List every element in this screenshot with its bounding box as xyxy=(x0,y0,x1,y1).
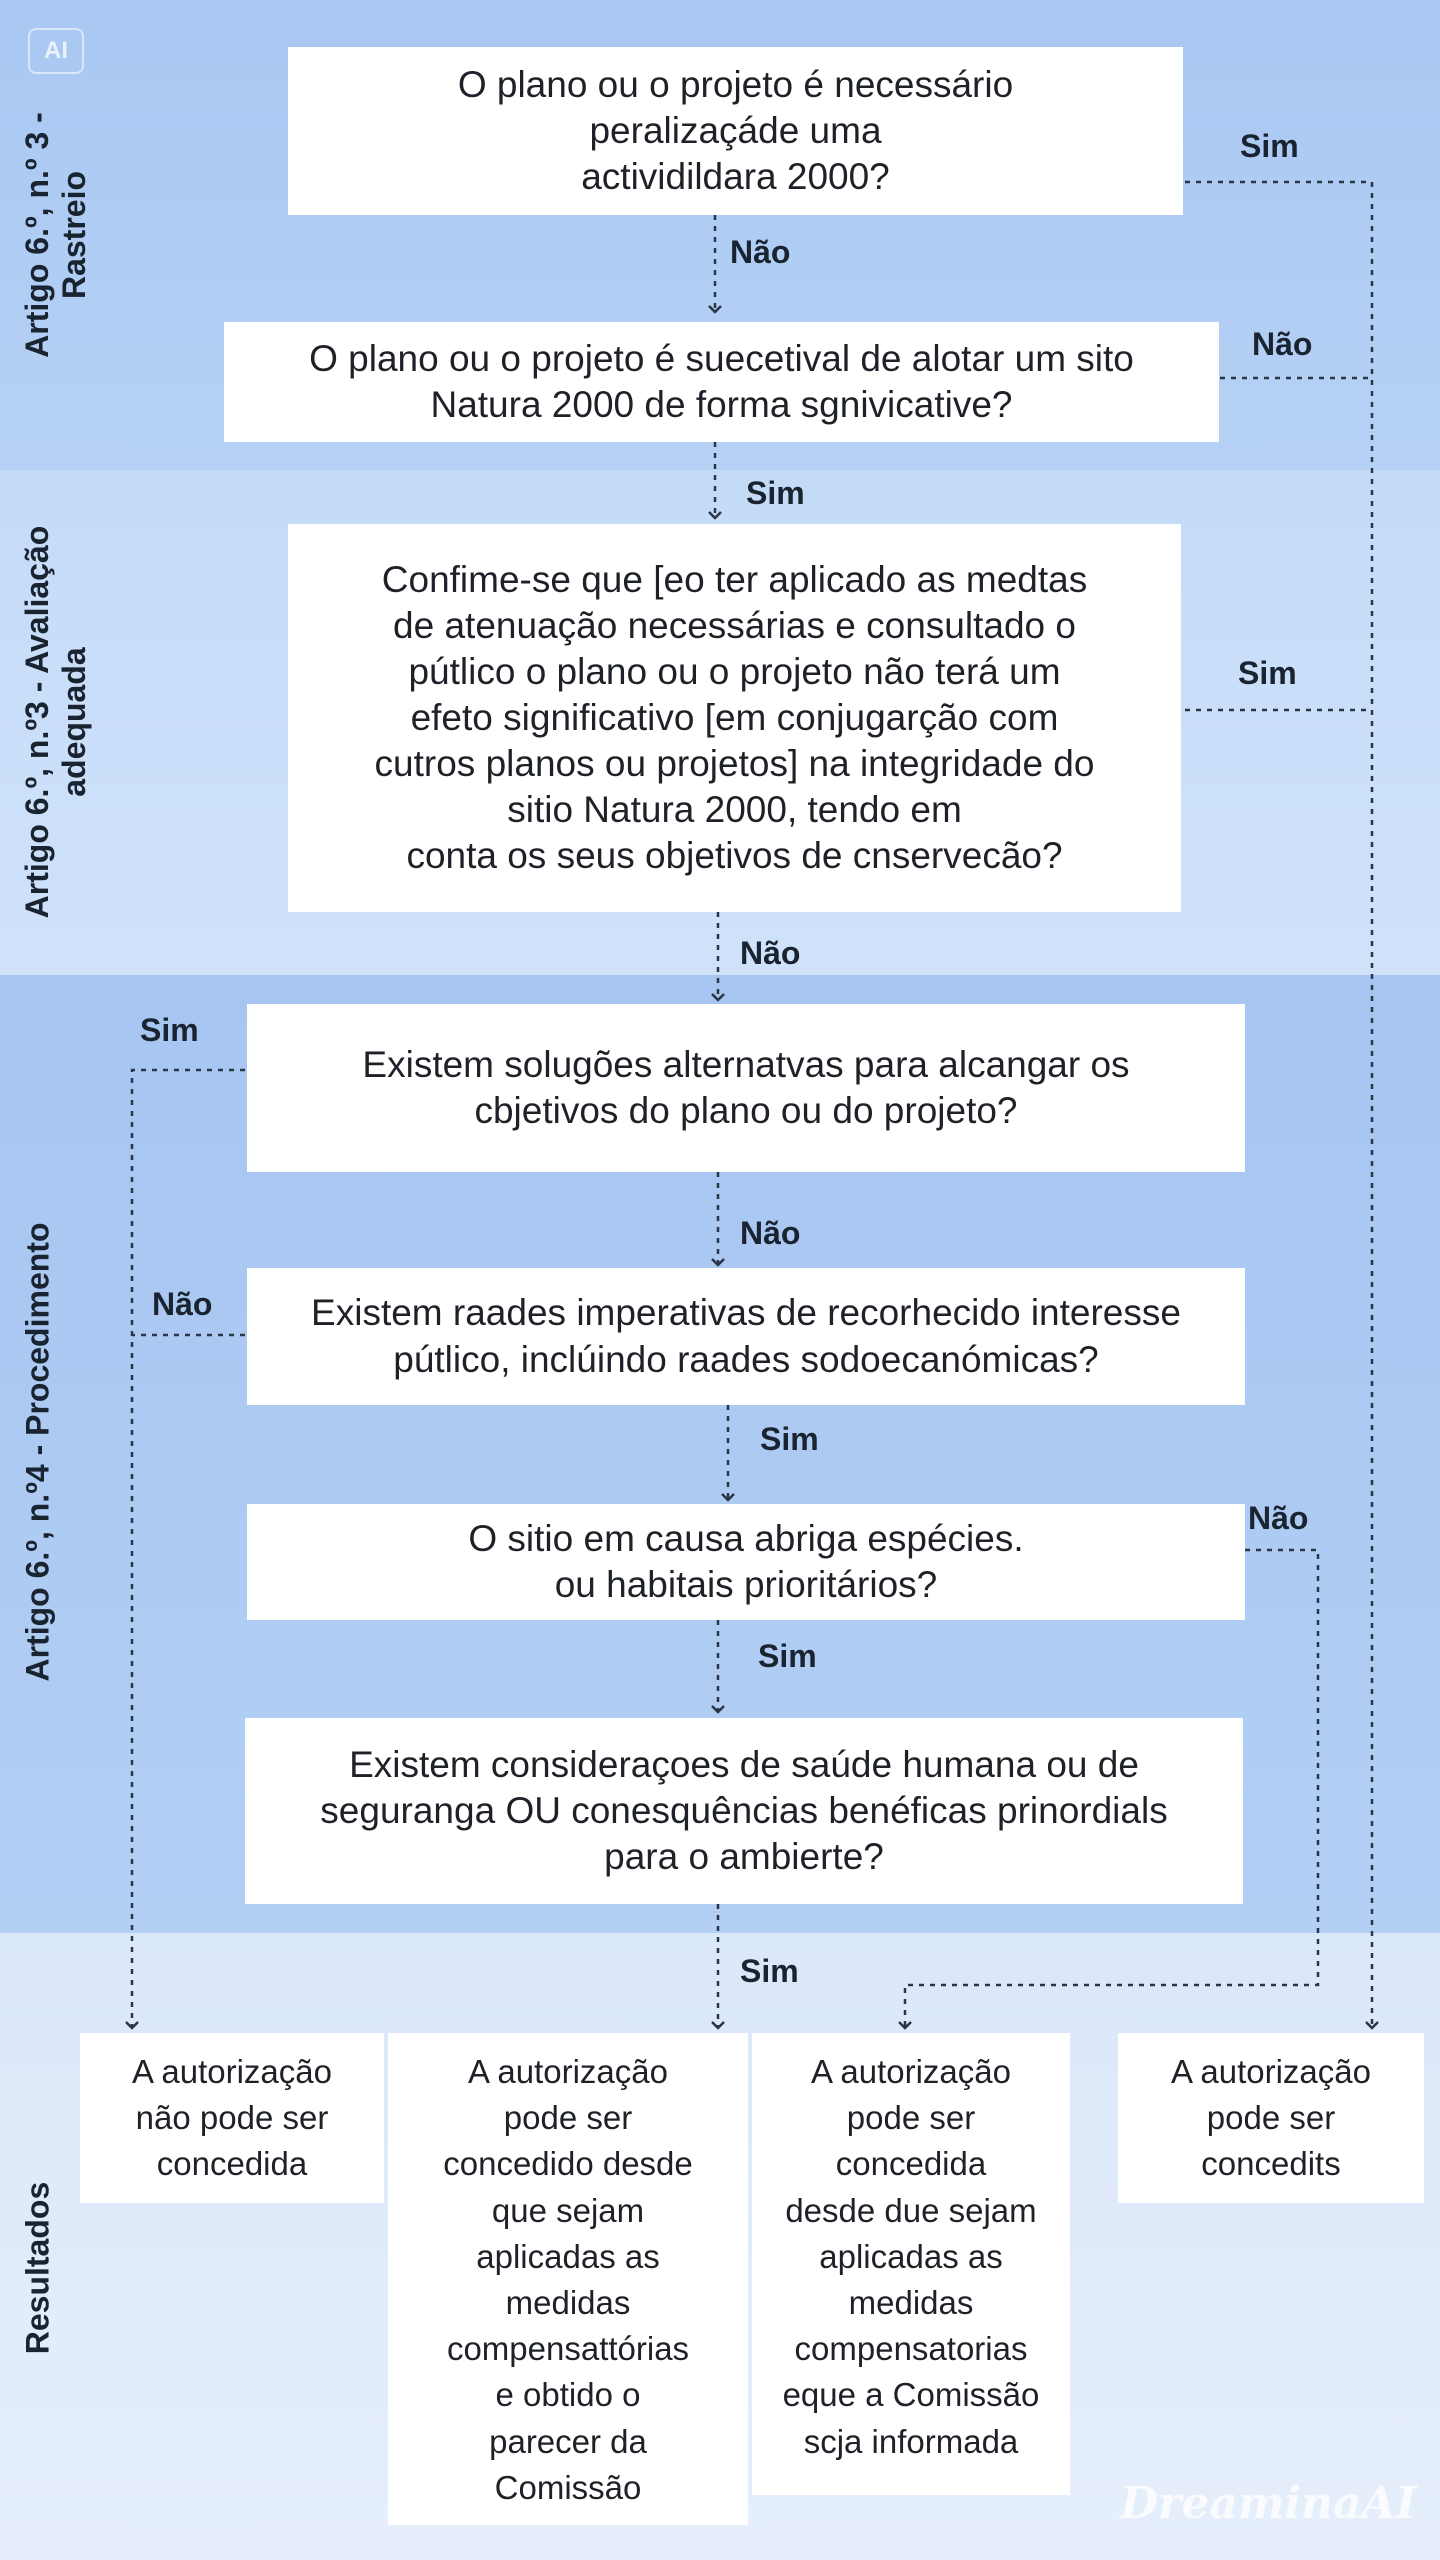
question-box-3 xyxy=(288,524,1181,912)
edge-label-q5-sim: Sim xyxy=(760,1421,819,1457)
edge-label-q6-nao: Não xyxy=(1248,1500,1309,1536)
result-text-3: A autorização pode ser concedida desde due sejam aplicadas as medidas compensatorias eque a Comissão scja informada xyxy=(782,2053,1040,2460)
edge-label-q2-nao: Não xyxy=(1252,326,1313,362)
question-box-5 xyxy=(247,1268,1245,1405)
edge-label-q2-sim: Sim xyxy=(746,475,805,511)
question-text-6: O sitio em causa abriga espécies. ou habitais prioritários? xyxy=(468,1517,1024,1605)
result-box-3 xyxy=(752,2033,1070,2495)
result-box-2 xyxy=(388,2033,748,2525)
result-box-1 xyxy=(80,2033,384,2203)
ai-badge: AI xyxy=(28,28,84,74)
question-box-4 xyxy=(247,1004,1245,1172)
question-text-2: O plano ou o projeto é suecetival de alotar um sito Natura 2000 de forma sgnivicative? xyxy=(309,337,1134,425)
question-text-3: Confime-se que [eo ter aplicado as medtas de atenuação necessárias e consultado o pútlico o plano ou o projeto não terá um efeto significativo [em conjugarção com cutros planos ou projetos] na integridade do sitio Natura 2000, tendo em conta os seus objetivos de cnservecão? xyxy=(374,559,1095,876)
edge-label-q4-nao: Não xyxy=(740,1215,801,1251)
edge-label-q6-sim: Sim xyxy=(758,1638,817,1674)
edge-label-q1-sim: Sim xyxy=(1240,128,1299,164)
edge-label-q5-nao: Não xyxy=(152,1286,213,1322)
result-text-2: A autorização pode ser concedido desde que sejam aplicadas as medidas compensattórias e obtido o parecer da Comissão xyxy=(443,2053,693,2506)
section-label-resultados: Resultados xyxy=(19,2181,56,2355)
question-box-7 xyxy=(245,1718,1243,1904)
question-text-1: O plano ou o projeto é necessário peralizaçáde uma actividildara 2000? xyxy=(457,63,1014,198)
edge-label-q7-sim: Sim xyxy=(740,1953,799,1989)
edge-label-q1-nao: Não xyxy=(730,234,791,270)
question-box-2 xyxy=(224,322,1219,442)
edge-label-q4-sim: Sim xyxy=(140,1012,199,1048)
question-box-6 xyxy=(247,1504,1245,1620)
question-text-4: Existem solugões alternatvas para alcangar os cbjetivos do plano ou do projeto? xyxy=(362,1043,1130,1131)
watermark: DreaminaAI xyxy=(1120,2478,1417,2529)
result-text-4: A autorização pode ser concedits xyxy=(1171,2053,1371,2183)
section-label-rastreio-line2: Rastreio xyxy=(56,170,92,300)
question-text-7: Existem consideraçoes de saúde humana ou de seguranga OU conesquências benéficas prinordials para o ambierte? xyxy=(320,1743,1168,1878)
edge-label-q3-nao: Não xyxy=(740,935,801,971)
section-label-rastreio-line1: Artigo 6.º, n.º 3 - xyxy=(19,112,56,358)
question-box-1 xyxy=(288,47,1183,215)
result-box-4 xyxy=(1118,2033,1424,2203)
arrow-q4-r1 xyxy=(132,1070,245,2028)
edge-label-q3-sim: Sim xyxy=(1238,655,1297,691)
question-text-5: Existem raades imperativas de recorhecido interesse pútlico, inclúindo raades sodoecanómicas? xyxy=(311,1292,1181,1380)
section-label-avaliacao-line1: Artigo 6.º, n.º3 - Avaliação xyxy=(19,525,56,919)
result-text-1: A autorização não pode ser concedida xyxy=(132,2053,332,2183)
section-label-avaliacao-line2: adequada xyxy=(56,647,92,797)
section-label-procedimento: Artigo 6.º, n.º4 - Procedimento xyxy=(19,1222,56,1682)
